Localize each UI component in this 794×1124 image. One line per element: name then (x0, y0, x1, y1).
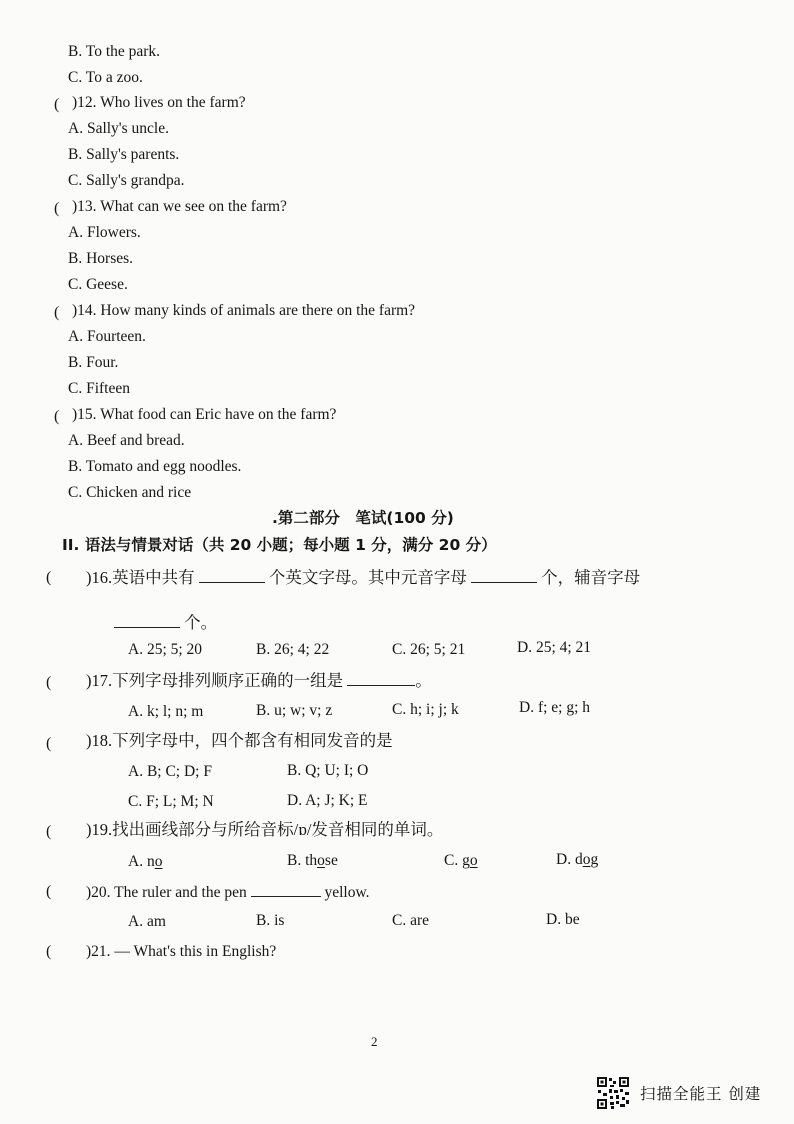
part-two-title: .第二部分 笔试(100 分) (272, 509, 454, 527)
q15-option-c: C. Chicken and rice (68, 484, 192, 501)
answer-paren: ( (46, 569, 52, 586)
answer-paren: ( (54, 200, 60, 217)
page-number: 2 (371, 1034, 378, 1049)
q13-number: )13. (72, 198, 97, 215)
q11-option-b: B. To the park. (68, 43, 161, 60)
answer-paren: ( (54, 408, 60, 425)
answer-paren: ( (54, 304, 60, 321)
q20-option-b: B. is (256, 912, 285, 929)
q16-text-b: 个英文字母。其中元音字母 (268, 568, 467, 587)
q19-c-prefix: C. g (444, 852, 470, 869)
q16-option-b: B. 26; 4; 22 (256, 641, 330, 658)
q16-stem (86, 567, 640, 588)
answer-paren: ( (54, 96, 60, 113)
answer-paren: ( (46, 943, 52, 960)
answer-paren: ( (46, 823, 52, 840)
q18-text: 下列字母中，四个都含有相同发音的是 (112, 731, 393, 750)
q18-stem (86, 731, 393, 751)
q19-b-suffix: se (324, 852, 338, 869)
q14-stem (72, 301, 415, 321)
q19-option-a (128, 852, 162, 872)
q20-option-c: C. are (392, 912, 430, 929)
q15-number: )15. (72, 406, 97, 423)
q19-stem (86, 820, 443, 840)
answer-paren: ( (46, 674, 52, 691)
q14-text: How many kinds of animals are there on the farm? (100, 302, 416, 319)
q19-d-underlined: o (582, 851, 591, 868)
q16-blank-3[interactable] (114, 612, 180, 628)
q16-option-c: C. 26; 5; 21 (392, 641, 466, 658)
q19-option-b (287, 851, 338, 871)
q12-option-c: C. Sally's grandpa. (68, 172, 185, 189)
q15-option-a: A. Beef and bread. (68, 432, 185, 449)
q13-option-a: A. Flowers. (68, 224, 141, 241)
q20-stem (86, 881, 370, 903)
q19-text: 找出画线部分与所给音标/ɒ/发音相同的单词。 (112, 820, 444, 839)
q14-option-c: C. Fifteen (68, 380, 130, 397)
q21-stem (86, 942, 276, 962)
q20-text-a: The ruler and the pen (114, 884, 247, 901)
q19-option-c (444, 851, 478, 871)
scanner-brand: 扫描全能王 创建 (640, 1085, 762, 1103)
q16-text-d: 个。 (184, 613, 218, 632)
q20-option-a: A. am (128, 913, 166, 930)
q18-option-d: D. A; J; K; E (287, 792, 368, 809)
q15-stem (72, 405, 336, 425)
q17-option-d: D. f; e; g; h (519, 699, 591, 716)
q12-number: )12. (72, 94, 97, 111)
q18-number: )18. (86, 731, 113, 750)
q16-text-a: 英语中共有 (112, 568, 195, 587)
q19-d-prefix: D. d (556, 851, 583, 868)
q19-option-d (556, 850, 598, 870)
q12-stem (72, 93, 246, 113)
q19-c-underlined: o (469, 852, 478, 869)
q19-a-prefix: A. n (128, 853, 155, 870)
q20-text-b: yellow. (324, 884, 370, 901)
answer-paren: ( (46, 883, 52, 900)
q11-option-c: C. To a zoo. (68, 69, 143, 86)
q13-text: What can we see on the farm? (100, 198, 287, 215)
q17-blank[interactable] (347, 670, 415, 686)
q18-option-b: B. Q; U; I; O (287, 762, 369, 779)
q13-option-b: B. Horses. (68, 250, 134, 267)
q19-number: )19. (86, 820, 113, 839)
section-two-heading: II. 语法与情景对话（共 20 小题；每小题 1 分，满分 20 分） (62, 536, 497, 554)
q19-d-suffix: g (590, 851, 599, 868)
q16-number: )16. (86, 568, 113, 587)
q12-option-a: A. Sally's uncle. (68, 120, 169, 137)
q19-b-prefix: B. th (287, 852, 318, 869)
q16-blank-1[interactable] (199, 567, 265, 583)
q13-option-c: C. Geese. (68, 276, 128, 293)
q17-option-a: A. k; l; n; m (128, 703, 204, 720)
q15-option-b: B. Tomato and egg noodles. (68, 458, 242, 475)
q15-text: What food can Eric have on the farm? (100, 406, 337, 423)
q14-option-b: B. Four. (68, 354, 119, 371)
q17-number: )17. (86, 671, 113, 690)
q16-blank-2[interactable] (471, 567, 537, 583)
q16-option-d: D. 25; 4; 21 (517, 639, 592, 656)
q16-option-a: A. 25; 5; 20 (128, 641, 203, 658)
q16-text-c: 个，辅音字母 (541, 568, 641, 587)
q21-number: )21. (86, 943, 111, 960)
q12-text: Who lives on the farm? (100, 94, 246, 111)
q19-a-underlined: o (154, 853, 163, 870)
q17-text-b: 。 (415, 671, 432, 690)
qr-code-icon (596, 1076, 630, 1110)
q17-option-c: C. h; i; j; k (392, 701, 459, 718)
q20-blank[interactable] (251, 881, 321, 897)
answer-paren: ( (46, 735, 52, 752)
q14-number: )14. (72, 302, 97, 319)
q18-option-c: C. F; L; M; N (128, 793, 214, 810)
q21-text: — What's this in English? (114, 943, 277, 960)
q16-stem-cont (114, 612, 217, 633)
q14-option-a: A. Fourteen. (68, 328, 146, 345)
q20-number: )20. (86, 884, 111, 901)
q20-option-d: D. be (546, 911, 580, 928)
q17-option-b: B. u; w; v; z (256, 702, 333, 719)
q17-stem (86, 670, 432, 691)
q13-stem (72, 197, 287, 217)
q19-b-underlined: o (317, 852, 325, 869)
q18-option-a: A. B; C; D; F (128, 763, 212, 780)
q12-option-b: B. Sally's parents. (68, 146, 180, 163)
q17-text-a: 下列字母排列顺序正确的一组是 (112, 671, 344, 690)
